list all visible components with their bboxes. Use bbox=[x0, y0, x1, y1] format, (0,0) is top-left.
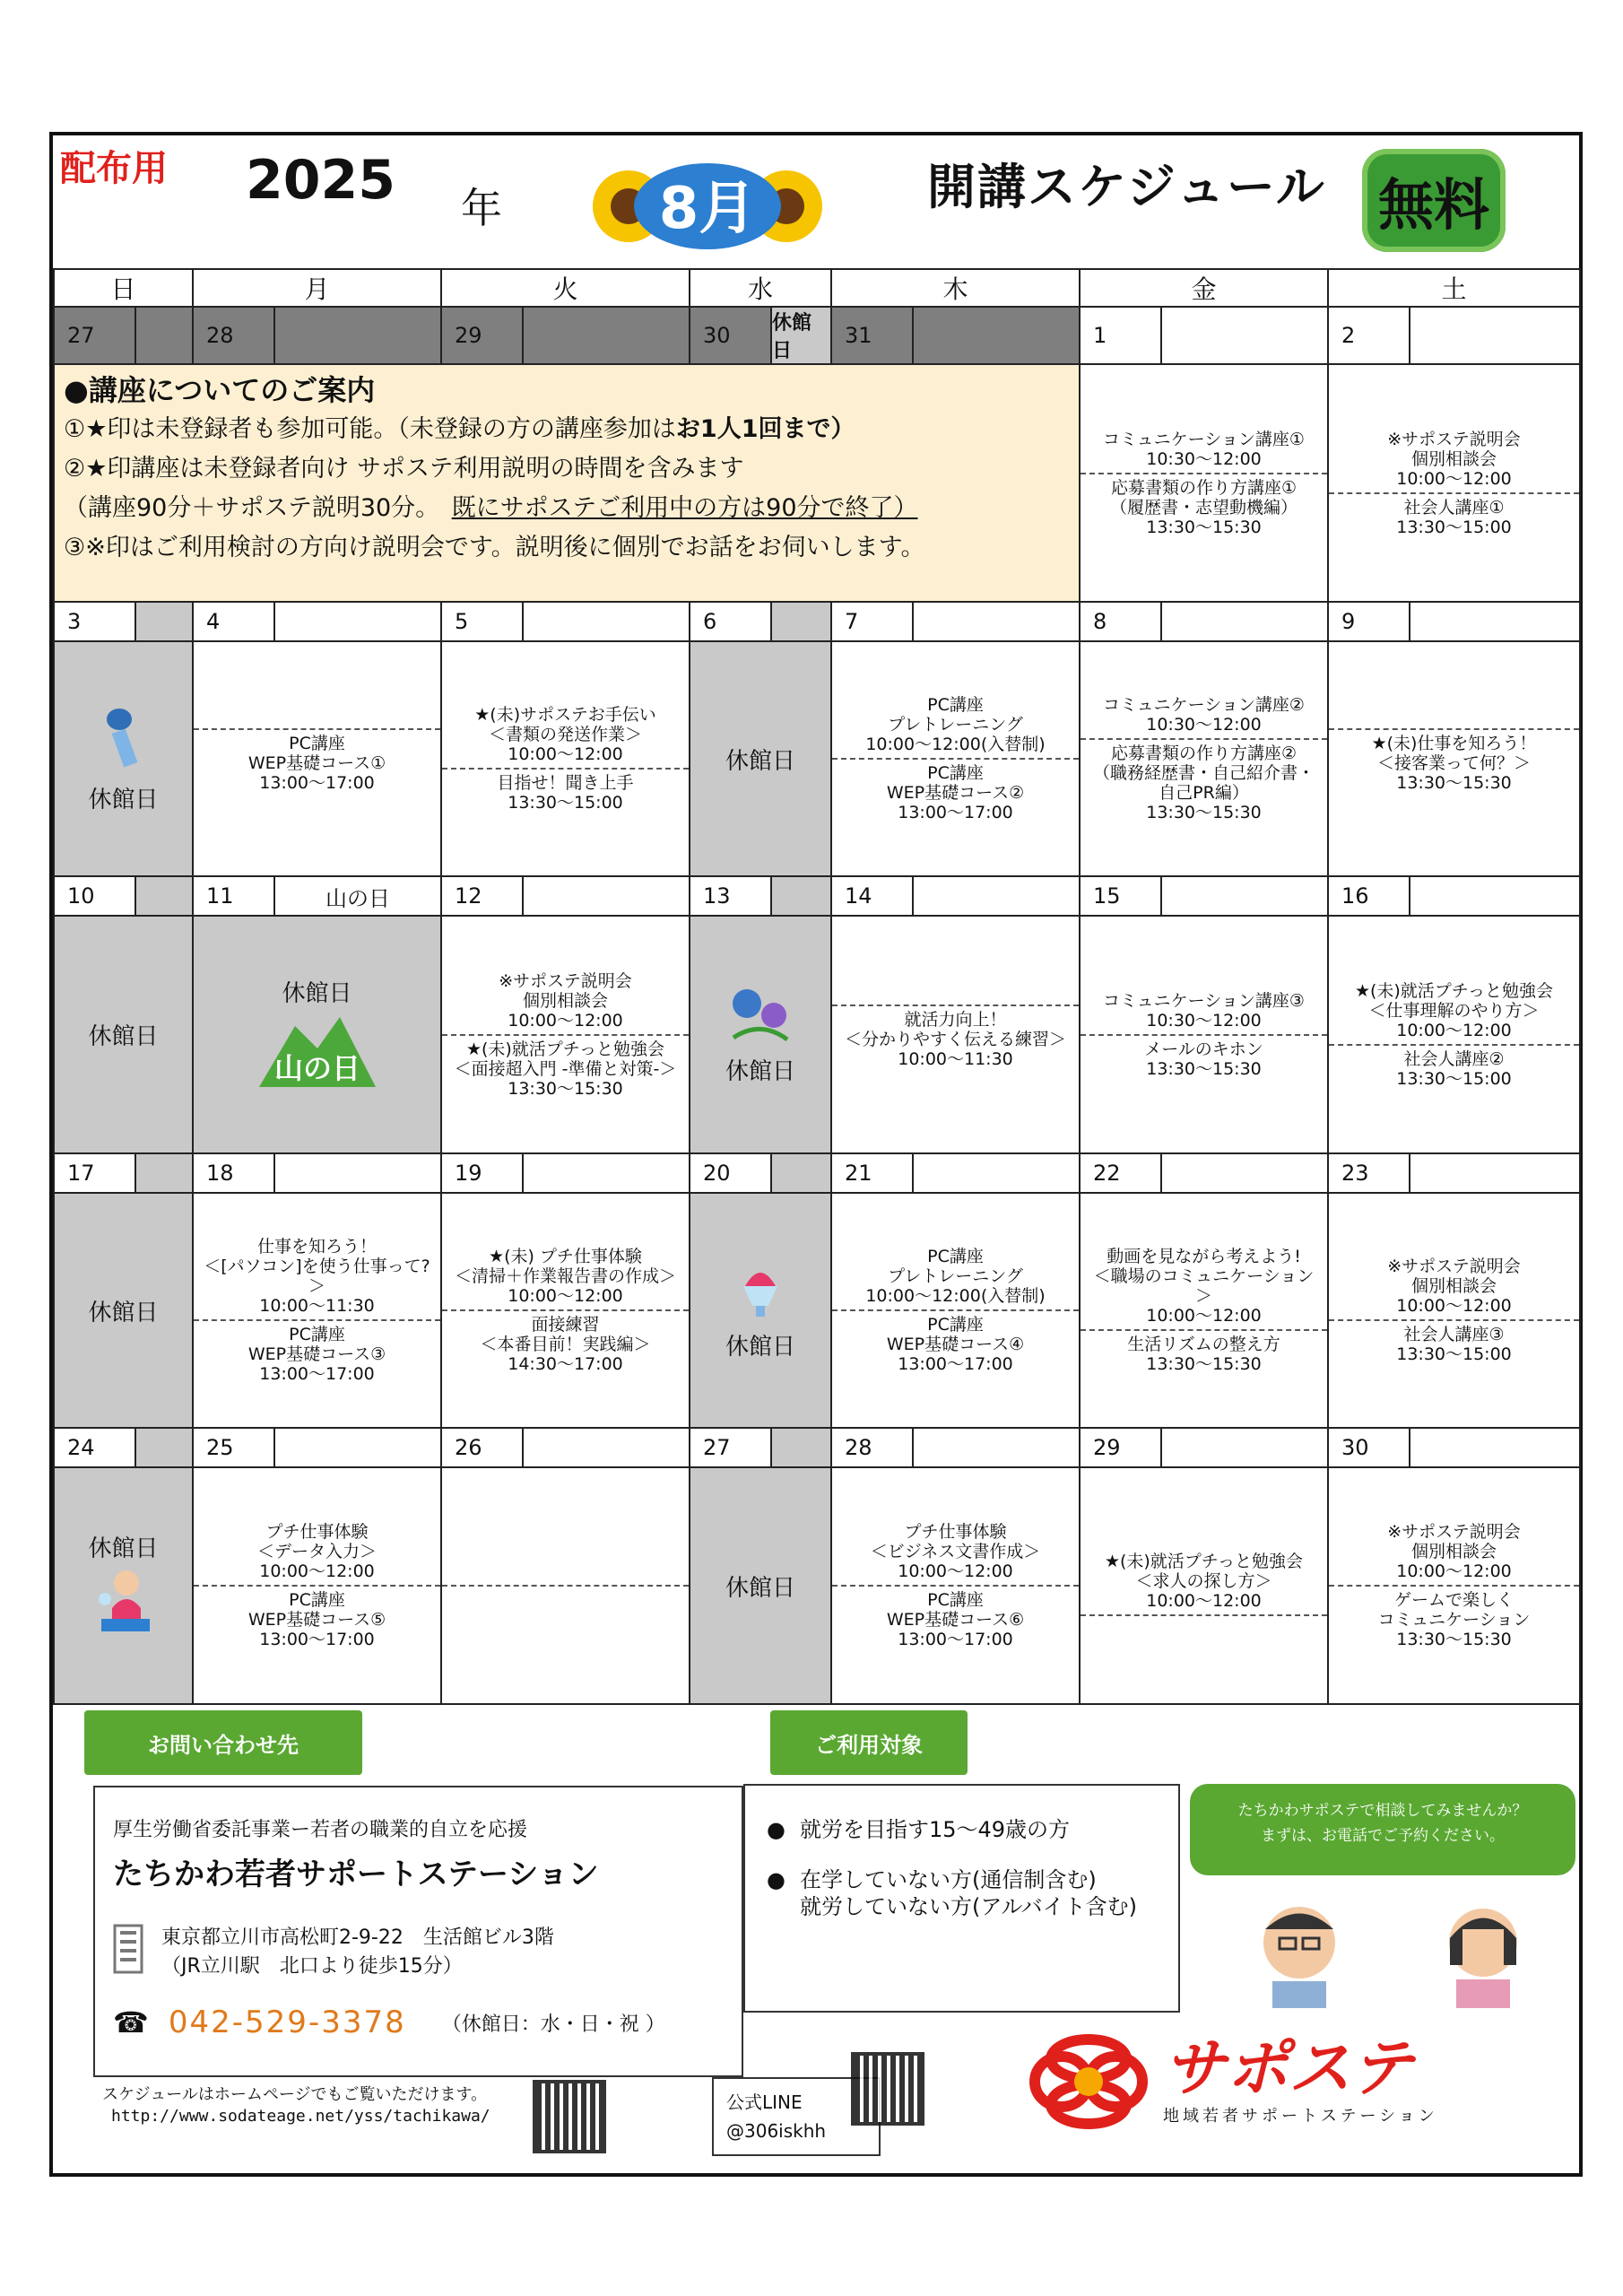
shaved-ice-icon bbox=[738, 1259, 783, 1322]
day-number: 5 bbox=[442, 603, 524, 640]
closed-label: 休館日 bbox=[725, 1334, 795, 1361]
course-slot: プチ仕事体験 ＜ビジネス文書作成＞ 10:00〜12:00 bbox=[870, 1522, 1041, 1581]
month-text: 8月 bbox=[658, 176, 757, 242]
course-slot: PC講座 WEP基礎コース① 13:00〜17:00 bbox=[194, 728, 440, 796]
day-number: 30 bbox=[690, 308, 772, 363]
schedule-row bbox=[54, 641, 1580, 876]
date-row bbox=[54, 602, 1580, 641]
closed-day: 休館日 bbox=[54, 1193, 193, 1428]
closed-label: 休館日 bbox=[88, 1535, 159, 1562]
info-line: ①★印は未登録者も参加可能。（未登録の方の講座参加は bbox=[64, 415, 676, 443]
day-number: 10 bbox=[55, 877, 136, 915]
line-label: 公式LINE bbox=[726, 2092, 803, 2113]
course-slot: ★(未)就活プチっと勉強会 ＜仕事理解のやり方＞ 10:00〜12:00 bbox=[1354, 980, 1554, 1040]
course-slot: メールのキホン 13:30〜15:30 bbox=[1081, 1034, 1327, 1083]
day-number: 9 bbox=[1329, 603, 1410, 640]
course-slot: 生活リズムの整え方 13:30〜15:30 bbox=[1081, 1329, 1327, 1378]
mountain-day-icon bbox=[250, 1008, 385, 1089]
line-id[interactable]: @306iskhh bbox=[726, 2120, 827, 2142]
day-number: 6 bbox=[690, 603, 772, 640]
phone-icon: ☎ bbox=[113, 2005, 149, 2039]
closed-days-note: （休館日：水・日・祝 ） bbox=[441, 2013, 665, 2036]
bullet-icon: ● bbox=[767, 1867, 785, 1892]
course-slot: 社会人講座② 13:30〜15:00 bbox=[1329, 1044, 1579, 1092]
weekday-sat: 土 bbox=[1328, 269, 1580, 307]
day-number: 30 bbox=[1329, 1429, 1410, 1466]
course-slot: ※サポステ説明会 個別相談会 10:00〜12:00 bbox=[1387, 429, 1521, 489]
date-row bbox=[54, 307, 1580, 364]
closed-label: 休館日 bbox=[725, 1057, 795, 1085]
line-qr-code-icon[interactable] bbox=[851, 2052, 924, 2126]
course-slot: コミュニケーション講座③ 10:30〜12:00 bbox=[1103, 990, 1305, 1031]
day-number: 11 bbox=[194, 877, 275, 915]
info-line: ③※印はご利用検討の方向け説明会です。説明後に個別でお話をお伺いします。 bbox=[64, 534, 925, 561]
year: 2025 bbox=[246, 149, 395, 212]
target-box bbox=[743, 1784, 1180, 2013]
course-slot: 目指せ！聞き上手 13:30〜15:00 bbox=[442, 768, 689, 816]
closed-day: 休館日 bbox=[690, 1467, 831, 1704]
schedule-note: スケジュールはホームページでもご覧いただけます。 bbox=[102, 2085, 488, 2104]
course-info-box bbox=[54, 364, 1080, 602]
access-info: （JR立川駅 北口より徒歩15分） bbox=[161, 1955, 463, 1978]
day-number: 7 bbox=[832, 603, 914, 640]
course-slot bbox=[442, 1585, 689, 1594]
closed-day: 休館日 bbox=[54, 916, 193, 1153]
course-slot: ★(未)就活プチっと勉強会 ＜面接超入門 -準備と対策-＞ 13:30〜15:30 bbox=[442, 1034, 689, 1102]
course-slot: ※サポステ説明会 個別相談会 10:00〜12:00 bbox=[1387, 1257, 1521, 1316]
day-number: 14 bbox=[832, 877, 914, 915]
day-number: 20 bbox=[690, 1154, 772, 1192]
holiday-label: 山の日 bbox=[325, 885, 390, 911]
day-number: 2 bbox=[1329, 308, 1410, 363]
course-slot: ゲームで楽しく コミュニケーション 13:30〜15:30 bbox=[1329, 1585, 1579, 1653]
course-slot bbox=[1329, 721, 1579, 728]
closed-day bbox=[54, 1467, 193, 1704]
target-tag: ご利用対象 bbox=[770, 1710, 968, 1775]
closed-label: 休館日 bbox=[88, 787, 159, 813]
closed-label: 休館日 bbox=[282, 979, 352, 1007]
day-number: 18 bbox=[194, 1154, 275, 1192]
course-slot: コミュニケーション講座① 10:30〜12:00 bbox=[1103, 429, 1305, 469]
day-number: 24 bbox=[55, 1429, 136, 1466]
website-url[interactable]: http://www.sodateage.net/yss/tachikawa/ bbox=[111, 2107, 490, 2126]
bubble-line: たちかわサポステで相談してみませんか？ bbox=[1237, 1802, 1528, 1820]
day-number: 17 bbox=[55, 1154, 136, 1192]
day-number: 1 bbox=[1081, 308, 1162, 363]
course-slot: ★(未)就活プチっと勉強会 ＜求人の探し方＞ 10:00〜12:00 bbox=[1104, 1552, 1304, 1611]
day-number: 13 bbox=[690, 877, 772, 915]
closed-day bbox=[690, 1193, 831, 1428]
course-slot: ★(未)仕事を知ろう！ ＜接客業って何？＞ 13:30〜15:30 bbox=[1329, 728, 1579, 796]
day-number: 8 bbox=[1081, 603, 1162, 640]
info-line-underline: 既にサポステご利用中の方は90分で終了） bbox=[451, 494, 918, 522]
organization-name: たちかわ若者サポートステーション bbox=[113, 1857, 599, 1892]
info-heading: ●講座についてのご案内 bbox=[64, 373, 376, 407]
schedule-row bbox=[54, 1193, 1580, 1428]
schedule-row bbox=[54, 364, 1580, 602]
day-number: 16 bbox=[1329, 877, 1410, 915]
morning-glory-icon bbox=[725, 984, 796, 1047]
address: 東京都立川市高松町2-9-22 生活館ビル3階 bbox=[161, 1926, 554, 1949]
qr-code-icon[interactable] bbox=[533, 2080, 606, 2153]
course-slot: ★(未) プチ仕事体験 ＜清掃＋作業報告書の作成＞ 10:00〜12:00 bbox=[454, 1247, 676, 1306]
day-number: 4 bbox=[194, 603, 275, 640]
closed-day bbox=[193, 916, 441, 1153]
closed-label: 休館日 bbox=[772, 308, 830, 363]
day-number: 15 bbox=[1081, 877, 1162, 915]
course-slot: PC講座 WEP基礎コース④ 13:00〜17:00 bbox=[832, 1309, 1079, 1378]
course-slot: コミュニケーション講座② 10:30〜12:00 bbox=[1103, 695, 1305, 735]
course-slot: 応募書類の作り方講座② （職務経歴書・自己紹介書・自己PR編） 13:30〜15:30 bbox=[1081, 738, 1327, 826]
day-number: 19 bbox=[442, 1154, 524, 1192]
weekday-tue: 火 bbox=[441, 269, 690, 307]
date-row bbox=[54, 1428, 1580, 1467]
date-row bbox=[54, 876, 1580, 916]
month-badge bbox=[591, 158, 824, 255]
consult-bubble bbox=[1190, 1784, 1575, 1875]
day-number: 28 bbox=[194, 308, 275, 363]
bullet-icon: ● bbox=[767, 1817, 785, 1842]
wind-chime-icon bbox=[101, 703, 146, 775]
course-slot bbox=[442, 1578, 689, 1585]
course-slot: 社会人講座③ 13:30〜15:00 bbox=[1329, 1319, 1579, 1368]
info-line: ②★印講座は未登録者向け サポステ利用説明の時間を含みます bbox=[64, 455, 744, 483]
schedule-sheet bbox=[49, 132, 1583, 2177]
day-number: 29 bbox=[1081, 1429, 1162, 1466]
staff-illustration-icon bbox=[1219, 1893, 1559, 2010]
distribution-label: 配布用 bbox=[60, 148, 168, 189]
day-number: 12 bbox=[442, 877, 524, 915]
weekday-fri: 金 bbox=[1080, 269, 1328, 307]
target-item: 在学していない方(通信制含む) bbox=[799, 1867, 1097, 1892]
day-number: 23 bbox=[1329, 1154, 1410, 1192]
course-slot: ※サポステ説明会 個別相談会 10:00〜12:00 bbox=[499, 970, 632, 1031]
contact-subtitle: 厚生労働省委託事業ー若者の職業的自立を応援 bbox=[113, 1819, 528, 1841]
svg-text:山の日: 山の日 bbox=[273, 1050, 360, 1085]
course-slot: 仕事を知ろう！ ＜[パソコン]を使う仕事って?＞ 10:00〜11:30 bbox=[204, 1237, 430, 1316]
target-item: 就労を目指す15〜49歳の方 bbox=[799, 1817, 1071, 1842]
day-number: 31 bbox=[832, 308, 914, 363]
course-slot: PC講座 WEP基礎コース③ 13:00〜17:00 bbox=[194, 1319, 440, 1387]
closed-day: 休館日 bbox=[690, 641, 831, 876]
course-slot: 就活力向上！ ＜分かりやすく伝える練習＞ 10:00〜11:30 bbox=[832, 1004, 1079, 1073]
logo-subtitle: 地域若者サポートステーション bbox=[1163, 2107, 1438, 2126]
course-slot bbox=[1081, 1614, 1327, 1623]
person-at-desk-icon bbox=[92, 1563, 155, 1635]
day-number: 27 bbox=[690, 1429, 772, 1466]
day-number: 29 bbox=[442, 308, 524, 363]
day-number: 22 bbox=[1081, 1154, 1162, 1192]
page-title: 開講スケジュール bbox=[927, 159, 1326, 215]
day-number: 26 bbox=[442, 1429, 524, 1466]
weekday-sun: 日 bbox=[54, 269, 193, 307]
flower-logo-icon bbox=[1021, 2032, 1156, 2131]
course-slot: 動画を見ながら考えよう! ＜職場のコミュニケーション＞ 10:00〜12:00 bbox=[1093, 1247, 1315, 1326]
info-line-bold: お1人1回まで） bbox=[675, 415, 855, 443]
day-number: 25 bbox=[194, 1429, 275, 1466]
closed-day bbox=[690, 916, 831, 1153]
schedule-row bbox=[54, 916, 1580, 1153]
closed-day bbox=[54, 641, 193, 876]
day-number: 21 bbox=[832, 1154, 914, 1192]
course-slot: 応募書類の作り方講座① （履歴書・志望動機編） 13:30〜15:30 bbox=[1081, 473, 1327, 541]
weekday-wed: 水 bbox=[690, 269, 831, 307]
day-number: 3 bbox=[55, 603, 136, 640]
day-number: 28 bbox=[832, 1429, 914, 1466]
course-slot bbox=[194, 721, 440, 728]
contact-box bbox=[93, 1786, 743, 2077]
free-badge: 無料 bbox=[1362, 149, 1506, 252]
phone-number[interactable]: 042-529-3378 bbox=[168, 2005, 406, 2040]
course-slot: ★(未)サポステお手伝い ＜書類の発送作業＞ 10:00〜12:00 bbox=[474, 705, 656, 764]
contact-tag: お問い合わせ先 bbox=[84, 1710, 362, 1775]
course-slot: PC講座 WEP基礎コース⑤ 13:00〜17:00 bbox=[194, 1585, 440, 1653]
course-slot: プチ仕事体験 ＜データ入力＞ 10:00〜12:00 bbox=[256, 1522, 377, 1581]
course-slot: PC講座 WEP基礎コース② 13:00〜17:00 bbox=[832, 758, 1079, 826]
target-item: 就労していない方(アルバイト含む) bbox=[799, 1894, 1138, 1919]
course-slot: ※サポステ説明会 個別相談会 10:00〜12:00 bbox=[1387, 1522, 1521, 1581]
weekday-header-row bbox=[54, 269, 1580, 307]
course-slot: PC講座 プレトレーニング 10:00〜12:00(入替制) bbox=[865, 695, 1046, 754]
calendar-table bbox=[53, 268, 1581, 1705]
building-icon bbox=[113, 1924, 143, 1974]
year-suffix: 年 bbox=[461, 184, 502, 232]
weekday-thu: 木 bbox=[831, 269, 1080, 307]
course-slot bbox=[832, 997, 1079, 1004]
weekday-mon: 月 bbox=[193, 269, 441, 307]
saposute-logo bbox=[1021, 2032, 1438, 2131]
course-slot: PC講座 プレトレーニング 10:00〜12:00(入替制) bbox=[865, 1247, 1046, 1306]
schedule-row bbox=[54, 1467, 1580, 1704]
course-slot: 面接練習 ＜本番目前！実践編＞ 14:30〜17:00 bbox=[442, 1309, 689, 1378]
info-line: （講座90分＋サポステ説明30分。 bbox=[64, 494, 452, 522]
date-row bbox=[54, 1153, 1580, 1193]
day-number: 27 bbox=[55, 308, 136, 363]
course-slot: PC講座 WEP基礎コース⑥ 13:00〜17:00 bbox=[832, 1585, 1079, 1653]
course-slot: 社会人講座① 13:30〜15:00 bbox=[1329, 492, 1579, 541]
bubble-line: まずは、お電話でご予約ください。 bbox=[1261, 1827, 1505, 1845]
logo-text: サポステ bbox=[1163, 2031, 1413, 2105]
